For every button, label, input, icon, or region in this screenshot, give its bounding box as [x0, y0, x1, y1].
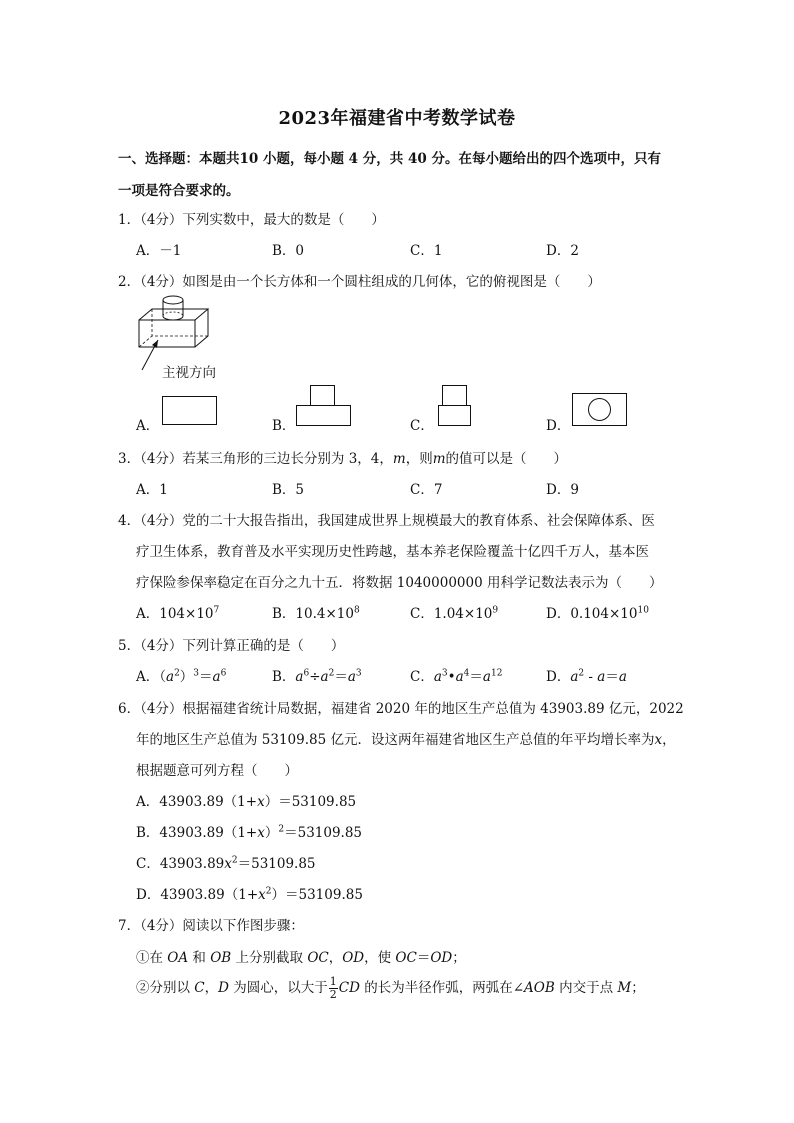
q4-option-a: [136, 602, 219, 622]
q2-option-d: D．: [546, 418, 571, 434]
q6-option-c: C．$43903.89x^2=53109.85$: [136, 855, 316, 872]
q7-step1-mark: ①: [136, 950, 150, 966]
q6-var-x: x: [654, 732, 663, 748]
q3-var-m-2: m: [432, 451, 446, 467]
q2-option-d-figure: [572, 393, 628, 427]
q4-line2: 疗卫生体系，教育普及水平实现历史性跨越，基本养老保险覆盖十亿四千万人，基本医: [136, 544, 649, 560]
q6-line1: 6．（4分）根据福建省统计局数据，福建省 2020 年的地区生产总值为 43903.89 亿元，2022: [118, 701, 684, 717]
section-heading-line1: 一、选择题：本题共10 小题，每小题 4 分，共 40 分。在每小题给出的四个选项中，只有: [118, 151, 661, 167]
q2-solid-figure: [130, 292, 220, 362]
q6-option-d: D．$43903.89(1+x^2)=53109.85$: [136, 886, 363, 903]
q1-option-b: B．0: [272, 243, 305, 259]
q6-option-b: B．$43903.89(1+x)^2=53109.85$: [136, 824, 363, 841]
q3-stem-part2: ，则: [405, 451, 433, 467]
q3-stem: [118, 447, 567, 467]
q7-step2: ②分别以 C，D 为圆心，以大于 $\frac{1}{2}$ CD 的长为半径作弧，两弧在∠AOB 内交于点 M；: [136, 975, 645, 1001]
q4-option-d: [546, 602, 649, 622]
q5-stem: 5．（4分）下列计算正确的是（ ）: [118, 638, 345, 654]
q3-option-b: B．5: [272, 482, 305, 498]
q4-line3: 疗保险参保率稳定在百分之九十五．将数据 1040000000 用科学记数法表示为（ ）: [136, 575, 663, 591]
q4-option-d-exp: 10: [637, 605, 649, 616]
q2-option-c-figure: [438, 385, 472, 427]
q3-stem-part1: 3．（4分）若某三角形的三边长分别为 3，4，: [118, 451, 393, 467]
q2-option-b: B．: [272, 418, 296, 434]
q4-option-b-exp: 8: [353, 605, 360, 616]
q5-option-b: B．$a^6\div a^2=a^3$: [272, 668, 362, 685]
q5-option-c: C．$a^3•a^4=a^{12}$: [410, 668, 503, 685]
q6-line3: 根据题意可列方程（ ）: [136, 763, 298, 779]
q2-option-b-figure: [296, 385, 352, 427]
q5-option-a: A．$(a^2)^3=a^6$: [136, 668, 227, 685]
q2-option-a-figure: [162, 396, 218, 426]
q5-option-d: D．$a^2 - a=a$: [546, 668, 627, 685]
q7-step2-mark: ②: [136, 980, 150, 996]
q4-option-a-base: A．104×10: [136, 606, 214, 622]
q4-option-b-base: B．10.4×10: [272, 606, 354, 622]
q4-option-d-base: D．0.104×10: [546, 606, 638, 622]
q1-option-d: D．2: [546, 243, 579, 259]
q2-stem: 2．（4分）如图是由一个长方体和一个圆柱组成的几何体，它的俯视图是（ ）: [118, 274, 601, 290]
q6-line2: [136, 728, 676, 748]
q2-option-a: A．: [136, 418, 160, 434]
q1-option-c: C．1: [410, 243, 443, 259]
q4-line1: 4．（4分）党的二十大报告指出，我国建成世界上规模最大的教育体系、社会保障体系、医: [118, 513, 655, 529]
q6-line2-end: ，: [662, 732, 676, 748]
section-heading-line2: 一项是符合要求的。: [118, 183, 240, 199]
q6-line2-text: 年的地区生产总值为 53109.85 亿元．设这两年福建省地区生产总值的年平均增长率为: [136, 732, 655, 748]
q1-option-a: A．－1: [136, 243, 182, 259]
q3-stem-part3: 的值可以是（ ）: [445, 451, 568, 467]
q6-option-a: A．43903.89（1+x）＝53109.85: [136, 794, 357, 810]
q2-figure-label: 主视方向: [162, 365, 216, 381]
q4-option-c: [410, 602, 498, 622]
q7-step1: ①在 OA 和 OB 上分别截取 OC，OD，使 OC＝OD；: [136, 950, 466, 966]
q2-option-c: C．: [410, 418, 434, 434]
q3-var-m: m: [392, 451, 406, 467]
exam-title: 2023年福建省中考数学试卷: [278, 108, 516, 129]
q3-option-a: A．1: [136, 482, 168, 498]
q3-option-d: D．9: [546, 482, 579, 498]
q7-stem: 7．（4分）阅读以下作图步骤：: [118, 918, 304, 934]
q3-option-c: C．7: [410, 482, 443, 498]
q4-option-b: [272, 602, 360, 622]
q4-option-a-exp: 7: [213, 605, 220, 616]
fraction-one-half: $\frac{1}{2}$: [329, 975, 337, 1001]
q1-stem: 1．（4分）下列实数中，最大的数是（ ）: [118, 212, 385, 228]
q4-option-c-base: C．1.04×10: [410, 606, 493, 622]
q4-option-c-exp: 9: [492, 605, 499, 616]
